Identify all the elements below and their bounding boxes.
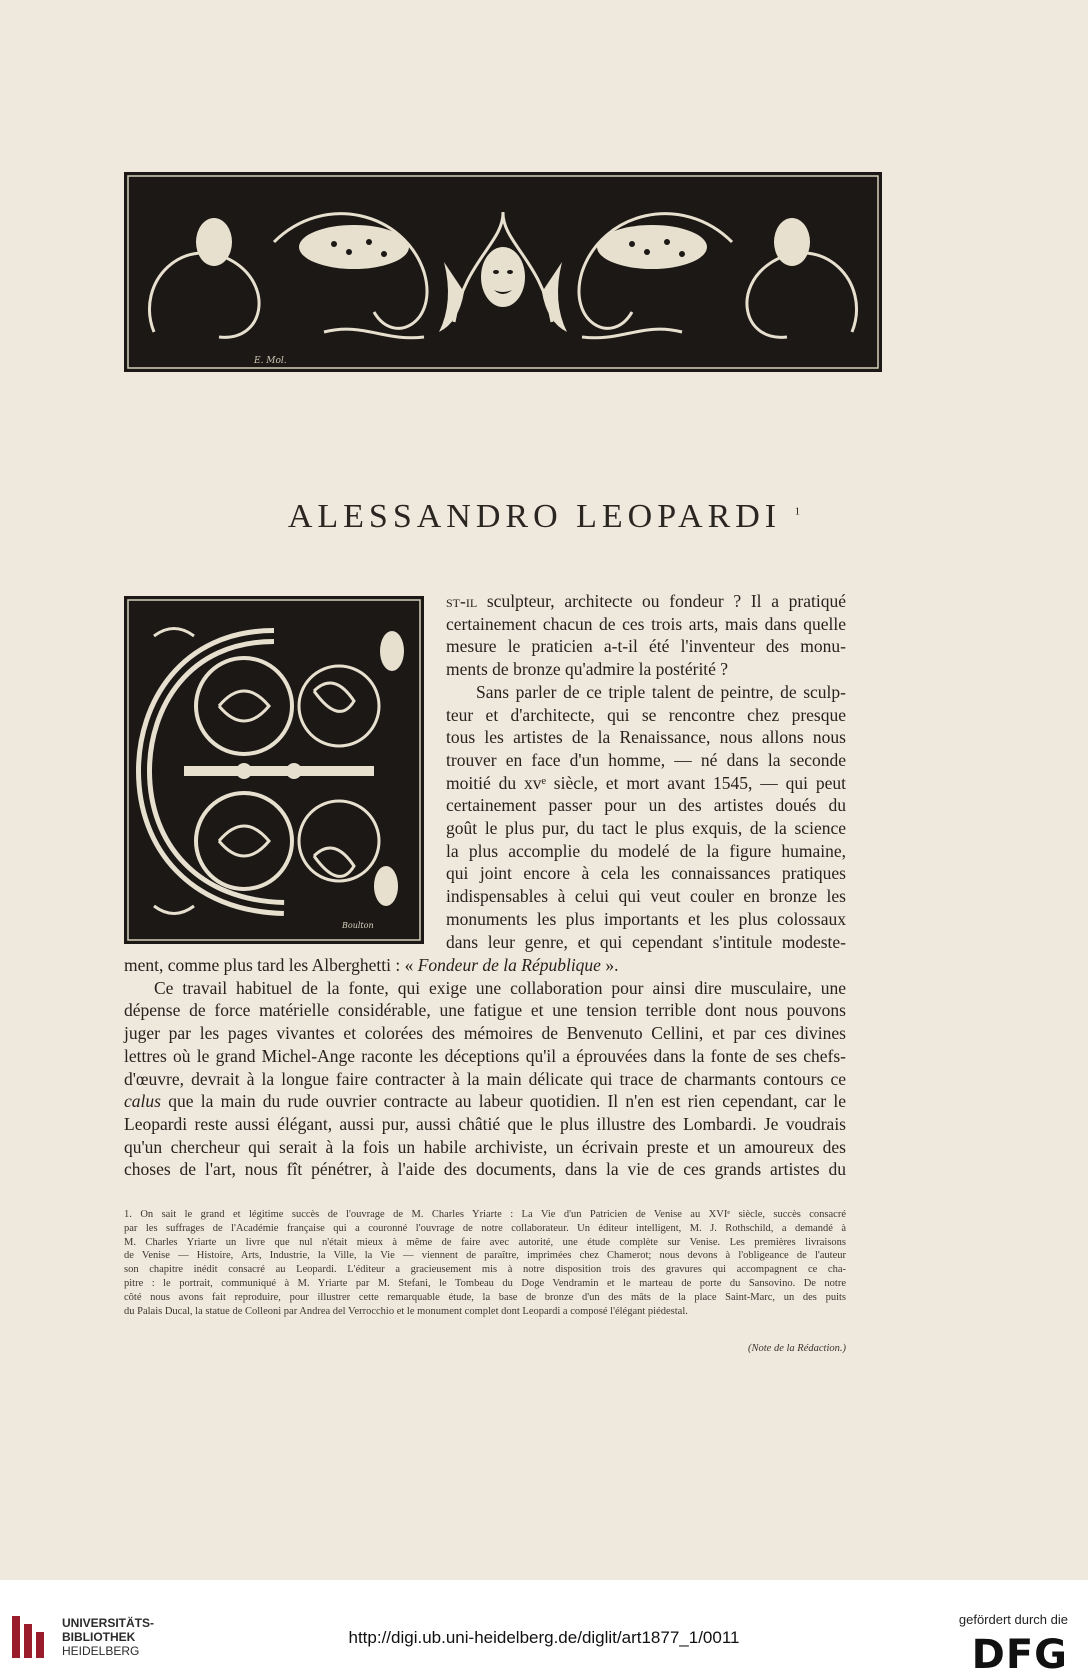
library-line-1: UNIVERSITÄTS-: [62, 1616, 155, 1630]
column-line-0-text: sculpteur, architecte ou fondeur ? Il a pratiqué: [477, 591, 846, 611]
column-text: [446, 590, 846, 953]
initial-signature: Boulton: [342, 921, 374, 930]
column-line: indispensables à celui qui veut couler en bronze les: [446, 886, 846, 907]
column-line: Sans parler de ce triple talent de peintre, de sculp-: [476, 681, 846, 702]
footnote-signoff: (Note de la Rédaction.): [748, 1343, 846, 1354]
banner-signature: E. Mol.: [254, 356, 287, 366]
ornamental-banner-engraving: [124, 172, 882, 372]
column-line: teur et d'architecte, qui se rencontre chez presque: [446, 704, 846, 725]
column-line: ments de bronze qu'admire la postérité ?: [446, 659, 729, 680]
footnote-line: de Venise — Histoire, Arts, Industrie, la Ville, la Vie — viennent de paraître, imprimées chez Chamerot; nous devons à l'obligeance de l'auteur: [124, 1250, 846, 1262]
initial-ornament-image: [124, 596, 424, 944]
footnote-block: [124, 1208, 846, 1318]
title-footnote-marker: 1: [794, 505, 801, 518]
calus-word: calus: [124, 1091, 161, 1112]
column-line: tous les artistes de la Renaissance, nous allons nous: [446, 727, 846, 748]
full-line-fondeur: [124, 954, 846, 977]
column-line: certainement passer pour un des artistes doués du: [446, 795, 846, 816]
footnote-line: 1. On sait le grand et légitime succès de l'ouvrage de M. Charles Yriarte : La Vie d'un Patricien de Venise au XVIᵉ siècle, succès consacré: [124, 1209, 846, 1220]
column-line: qui joint encore à cela les connaissances pratiques: [446, 863, 846, 884]
column-line: mesure le praticien a-t-il été l'inventeur des monu-: [446, 636, 846, 657]
full-line: Leopardi reste aussi élégant, aussi pur, aussi châtié que le plus illustre des Lombardi. Je voudrais: [124, 1113, 846, 1134]
library-line-2: BIBLIOTHEK: [62, 1630, 136, 1644]
full-line: dépense de force matérielle considérable, une fatigue et une tension terrible dont nous pouvons: [124, 1000, 846, 1021]
dfg-logo: DFG: [971, 1632, 1068, 1678]
full-line: Ce travail habituel de la fonte, qui exige une collaboration pour ainsi dire musculaire, une: [154, 977, 846, 998]
footnote-line: par les suffrages de l'Académie française qui a couronné l'ouvrage de notre collaborateur. Un éditeur intelligent, M. J. Rothschild, a demandé à: [124, 1222, 846, 1234]
banner-ornament-image: [124, 172, 882, 372]
fondeur-post: ».: [600, 955, 619, 975]
column-line-0: [446, 590, 846, 613]
full-line: d'œuvre, devrait à la longue faire contracter à la main délicate qui trace de charmants contours ce: [124, 1068, 846, 1089]
full-line: lettres où le grand Michel-Ange raconte les déceptions qu'il a éprouvées dans la fonte de ses chefs-: [124, 1045, 846, 1066]
opening-small-caps: st-il: [446, 591, 478, 611]
footnote-line: M. Charles Yriarte un livre que nul n'était mieux à même de faire avec autorité, une étude complète sur Venise. Les premières livraisons: [124, 1236, 846, 1248]
full-width-text: [124, 954, 846, 1181]
fondeur-pre: ment, comme plus tard les Alberghetti : «: [124, 955, 418, 975]
column-line: monuments les plus importants et les plus colossaux: [446, 908, 846, 929]
column-line: dans leur genre, et qui cependant s'intitule modeste-: [446, 931, 846, 952]
source-url-link[interactable]: http://digi.ub.uni-heidelberg.de/diglit/art1877_1/0011: [348, 1628, 740, 1647]
calus-rest: que la main du rude ouvrier contracte au labeur quotidien. Il n'en est rien cependant, car le: [160, 1091, 846, 1112]
column-line: goût le plus pur, du tact le plus exquis, de la science: [446, 818, 846, 839]
full-line-calus: [124, 1090, 846, 1113]
full-line: choses de l'art, nous fît pénétrer, à l'aide des documents, dans la vie de ces grands artistes du: [124, 1159, 846, 1180]
library-line-3: HEIDELBERG: [62, 1644, 140, 1658]
funded-by-label: gefördert durch die: [958, 1612, 1068, 1627]
decorated-initial-e: [124, 596, 424, 944]
column-line: trouver en face d'un homme, — né dans la seconde: [446, 749, 846, 770]
column-line: certainement chacun de ces trois arts, mais dans quelle: [446, 613, 846, 634]
footnote-line: côté nous avons fait reproduire, pour illustrer cette remarquable étude, la base de bronze d'un des mâts de la place Saint-Marc, un des puits: [124, 1291, 846, 1303]
full-line: qu'un chercheur qui serait à la fois un habile archiviste, un écrivain preste et un amoureux des: [124, 1136, 846, 1157]
column-line: moitié du xvᵉ siècle, et mort avant 1545, — qui peut: [446, 772, 846, 793]
full-line: juger par les pages vivantes et colorées des mémoires de Benvenuto Cellini, et par ces divines: [124, 1023, 846, 1044]
footnote-line: du Palais Ducal, la statue de Colleoni par Andrea del Verrocchio et le monument complet dont Leopardi a composé l'élégant piédestal.: [124, 1305, 688, 1317]
column-line: la plus accomplie du modelé de la figure humaine,: [446, 840, 846, 861]
article-title-text: ALESSANDRO LEOPARDI: [287, 498, 782, 535]
article-title: [0, 498, 1088, 536]
footnote-line: son chapitre inédit consacré au Leopardi. L'éditeur a gracieusement mis à notre disposition trois des gravures qui accompagnent ce cha-: [124, 1264, 846, 1276]
fondeur-title: Fondeur de la République: [417, 955, 601, 975]
footnote-line: pitre : le portrait, communiqué à M. Yriarte par M. Stefani, le Tombeau du Doge Vendramin et le marteau de porte du Sansovino. De notre: [124, 1277, 846, 1289]
